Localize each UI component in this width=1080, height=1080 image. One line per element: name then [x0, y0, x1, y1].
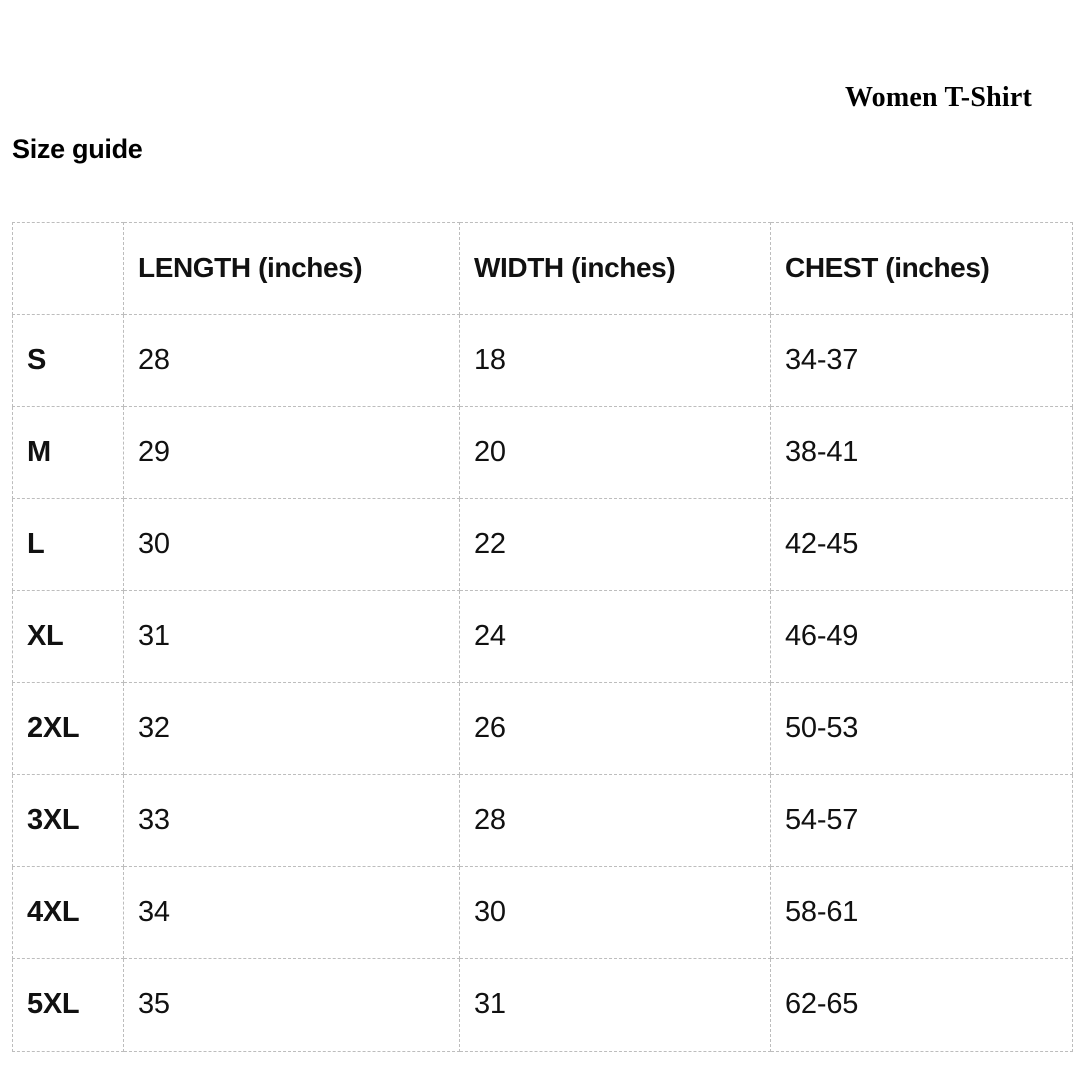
table-row [13, 591, 1073, 683]
value-length: 33 [138, 803, 170, 836]
table-row [13, 315, 1073, 407]
table-row [13, 775, 1073, 867]
cell-size [13, 959, 124, 1052]
cell-length [124, 683, 460, 775]
value-chest: 46-49 [785, 619, 859, 652]
cell-size [13, 683, 124, 775]
value-size: 4XL [27, 895, 80, 928]
value-width: 22 [474, 527, 506, 560]
header-cell-size [13, 223, 124, 315]
cell-width [460, 591, 771, 683]
cell-size [13, 775, 124, 867]
header-cell-width [460, 223, 771, 315]
value-length: 29 [138, 435, 170, 468]
table-row [13, 867, 1073, 959]
value-length: 32 [138, 711, 170, 744]
cell-chest [771, 867, 1073, 959]
value-chest: 34-37 [785, 343, 859, 376]
table-row [13, 499, 1073, 591]
value-chest: 50-53 [785, 711, 859, 744]
cell-length [124, 775, 460, 867]
cell-chest [771, 499, 1073, 591]
size-table-container [12, 222, 1068, 1052]
cell-size [13, 407, 124, 499]
cell-size [13, 315, 124, 407]
header-label-length: LENGTH (inches) [138, 252, 363, 284]
value-length: 31 [138, 619, 170, 652]
table-body [13, 315, 1073, 1052]
table-header [13, 223, 1073, 315]
table-header-row [13, 223, 1073, 315]
value-length: 28 [138, 343, 170, 376]
value-size: 2XL [27, 711, 80, 744]
value-chest: 38-41 [785, 435, 859, 468]
cell-chest [771, 775, 1073, 867]
cell-size [13, 499, 124, 591]
value-width: 28 [474, 803, 506, 836]
cell-chest [771, 959, 1073, 1052]
product-title: Women T-Shirt [845, 82, 1032, 113]
value-length: 34 [138, 895, 170, 928]
cell-length [124, 591, 460, 683]
cell-width [460, 499, 771, 591]
cell-chest [771, 591, 1073, 683]
value-chest: 54-57 [785, 803, 859, 836]
cell-width [460, 775, 771, 867]
value-length: 30 [138, 527, 170, 560]
value-width: 20 [474, 435, 506, 468]
size-guide-table [12, 222, 1073, 1052]
value-size: 3XL [27, 803, 80, 836]
page-title: Size guide [12, 134, 143, 164]
cell-width [460, 315, 771, 407]
cell-width [460, 959, 771, 1052]
table-row [13, 683, 1073, 775]
table-row [13, 407, 1073, 499]
value-width: 18 [474, 343, 506, 376]
header-cell-chest [771, 223, 1073, 315]
cell-width [460, 683, 771, 775]
cell-width [460, 867, 771, 959]
cell-length [124, 407, 460, 499]
header-label-chest: CHEST (inches) [785, 252, 990, 284]
value-size: M [27, 435, 51, 468]
value-width: 30 [474, 895, 506, 928]
value-width: 31 [474, 988, 506, 1021]
cell-length [124, 959, 460, 1052]
cell-chest [771, 683, 1073, 775]
header-label-width: WIDTH (inches) [474, 252, 676, 284]
cell-size [13, 591, 124, 683]
value-size: L [27, 527, 45, 560]
value-chest: 62-65 [785, 988, 859, 1021]
value-width: 24 [474, 619, 506, 652]
value-length: 35 [138, 988, 170, 1021]
cell-width [460, 407, 771, 499]
header-cell-length [124, 223, 460, 315]
cell-chest [771, 315, 1073, 407]
cell-chest [771, 407, 1073, 499]
cell-length [124, 867, 460, 959]
value-size: 5XL [27, 988, 80, 1021]
value-size: XL [27, 619, 64, 652]
value-chest: 42-45 [785, 527, 859, 560]
cell-size [13, 867, 124, 959]
cell-length [124, 499, 460, 591]
value-chest: 58-61 [785, 895, 859, 928]
value-width: 26 [474, 711, 506, 744]
table-row [13, 959, 1073, 1052]
cell-length [124, 315, 460, 407]
value-size: S [27, 343, 47, 376]
